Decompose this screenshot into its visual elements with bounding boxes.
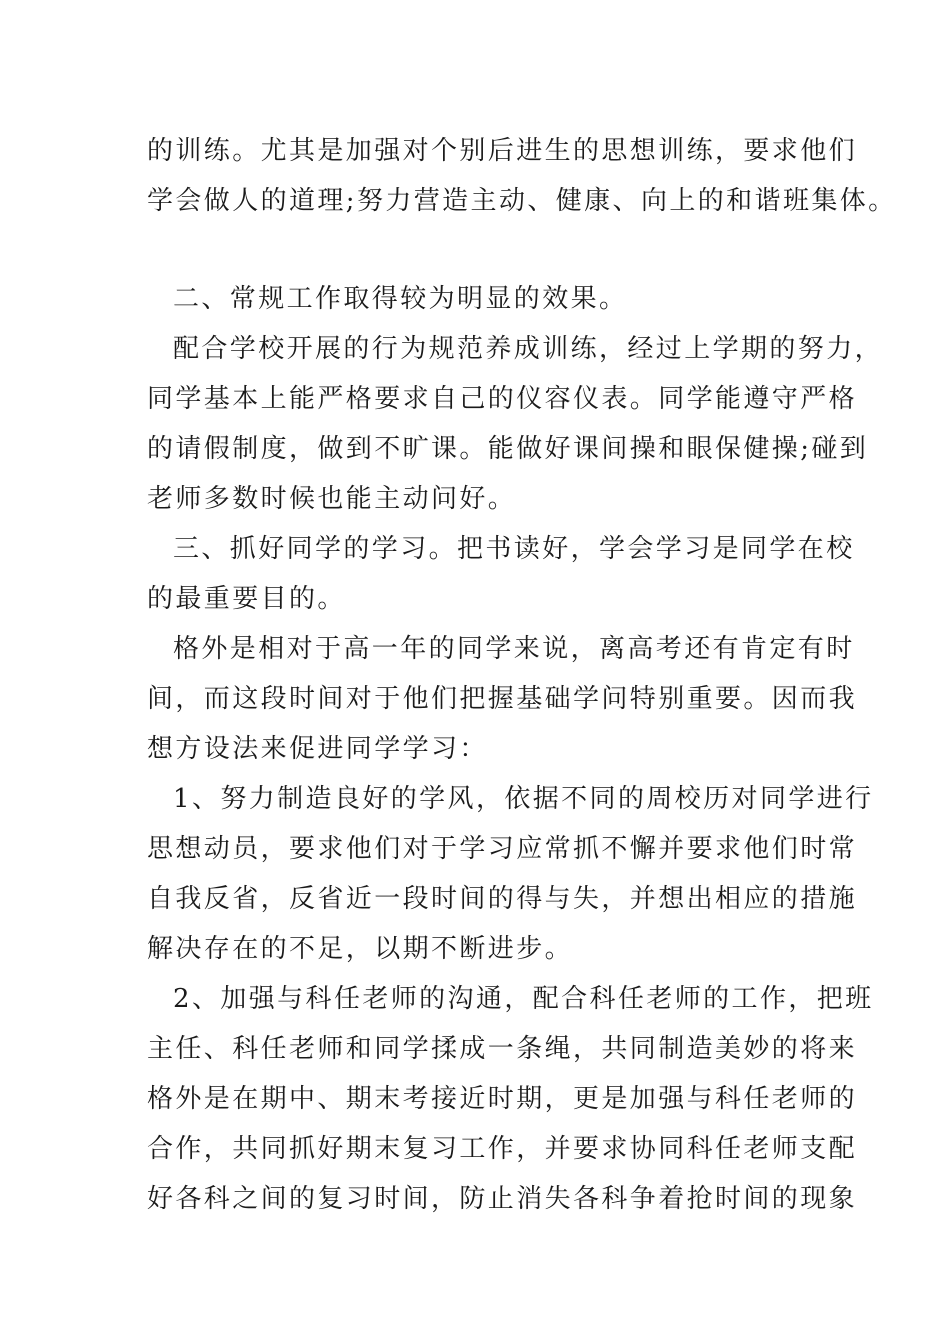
text-line-14: 思想动员，要求他们对于学习应常抓不懈并要求他们时常 [147,834,858,864]
text-line-16: 解决存在的不足，以期不断进步。 [147,934,574,964]
text-line-21: 好各科之间的复习时间，防止消失各科争着抢时间的现象 [147,1184,858,1214]
text-line-18: 主任、科任老师和同学揉成一条绳，共同制造美妙的将来 [147,1034,858,1064]
list-item-1: 1、努力制造良好的学风，依据不同的周校历对同学进行 [173,784,874,814]
text-line-20: 合作，共同抓好期末复习工作，并要求协同科任老师支配 [147,1134,858,1164]
text-line-4: 配合学校开展的行为规范养成训练，经过上学期的努力， [173,334,884,364]
text-line-10: 格外是相对于高一年的同学来说，离高考还有肯定有时 [173,634,855,664]
section-heading-2: 二、常规工作取得较为明显的效果。 [173,284,628,314]
section-heading-3: 三、抓好同学的学习。把书读好，学会学习是同学在校 [173,534,855,564]
list-item-2: 2、加强与科任老师的沟通，配合科任老师的工作，把班 [173,984,874,1014]
text-line-2: 学会做人的道理;努力营造主动、健康、向上的和谐班集体。 [147,186,897,216]
text-line-9: 的最重要目的。 [147,584,346,614]
text-line-6: 的请假制度，做到不旷课。能做好课间操和眼保健操;碰到 [147,434,869,464]
text-line-5: 同学基本上能严格要求自己的仪容仪表。同学能遵守严格 [147,384,858,414]
text-line-1: 的训练。尤其是加强对个别后进生的思想训练，要求他们 [147,136,858,166]
text-line-11: 间，而这段时间对于他们把握基础学问特别重要。因而我 [147,684,858,714]
text-line-12: 想方设法来促进同学学习： [147,734,488,764]
text-line-15: 自我反省，反省近一段时间的得与失，并想出相应的措施 [147,884,858,914]
text-line-19: 格外是在期中、期末考接近时期，更是加强与科任老师的 [147,1084,858,1114]
text-line-7: 老师多数时候也能主动问好。 [147,484,517,514]
